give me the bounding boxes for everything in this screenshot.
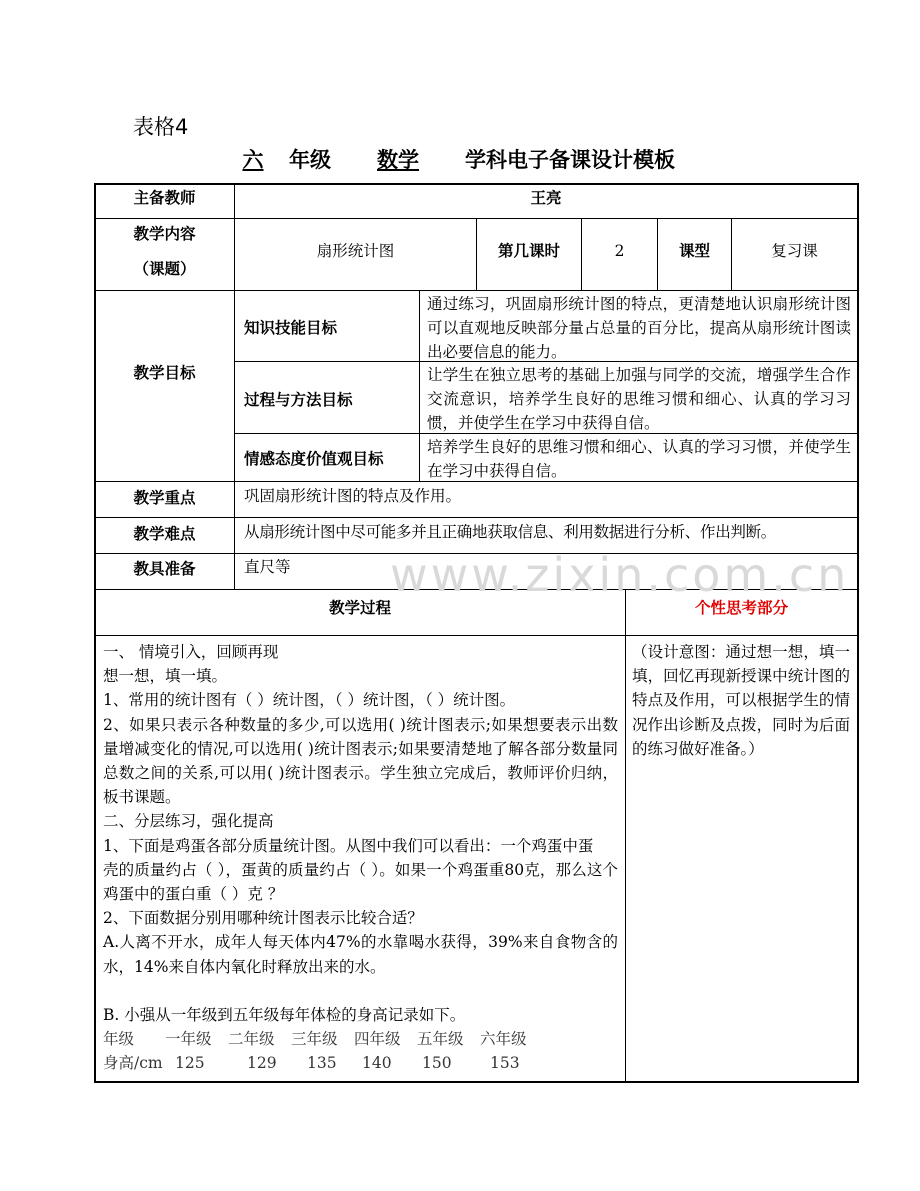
title-suffix: 学科电子备课设计模板 — [465, 148, 675, 172]
process-paragraph: A.人离不开水，成年人每天体内47%的水靠喝水获得，39%来自食物含的水，14%来自体内氧化时释放出来的水。 — [103, 933, 618, 976]
blank-line — [103, 979, 618, 1003]
side-header: 个性思考部分 — [694, 599, 788, 617]
content-label: 教学内容 — [133, 225, 196, 243]
process-line: 2、下面数据分别用哪种统计图表示比较合适？ — [103, 909, 423, 928]
difficulty-label: 教学难点 — [133, 525, 196, 543]
height-table-cell: 四年级 — [354, 1030, 401, 1049]
lesson-label: 第几课时 — [497, 242, 560, 260]
title-subject: 数学 — [377, 148, 419, 172]
process-line: 1、常用的统计图有（ ）统计图，（ ）统计图，（ ）统计图。 — [103, 691, 516, 710]
teacher-value: 王亮 — [530, 189, 562, 207]
height-table-cell: 一年级 — [165, 1030, 212, 1049]
emotion-goal-text: 培养学生良好的思维习惯和细心、认真的学习习惯，并使学生在学习中获得自信。 — [427, 438, 851, 480]
tools-text: 直尺等 — [244, 558, 291, 576]
tools-label: 教具准备 — [133, 560, 196, 578]
process-line: 想一想，填一填。 — [103, 667, 228, 686]
process-line: B. 小强从一年级到五年级每年体检的身高记录如下。 — [103, 1005, 466, 1024]
knowledge-goal-text: 通过练习，巩固扇形统计图的特点，更清楚地认识扇形统计图可以直观地反映部分量占总量的百分比，提高从扇形统计图读出必要信息的能力。 — [427, 295, 851, 361]
process-paragraph: 1、下面是鸡蛋各部分质量统计图。从图中我们可以看出：一个鸡蛋中蛋 — [103, 836, 594, 855]
key-point-label: 教学重点 — [133, 489, 196, 507]
content-value: 扇形统计图 — [316, 242, 395, 260]
height-table-cell: 125 — [175, 1054, 205, 1073]
key-point-text: 巩固扇形统计图的特点及作用。 — [244, 487, 462, 505]
height-table-cell: 六年级 — [480, 1030, 527, 1049]
process-goal-label: 过程与方法目标 — [244, 391, 353, 409]
knowledge-goal-label: 知识技能目标 — [244, 319, 338, 337]
type-label: 课型 — [678, 242, 710, 260]
height-table-cell: 135 — [307, 1054, 337, 1073]
emotion-goal-label: 情感态度价值观目标 — [244, 450, 384, 468]
process-goal-text: 让学生在独立思考的基础上加强与同学的交流，增强学生合作交流意识，培养学生良好的思维习惯和细心、认真的学习习惯，并使学生在学习中获得自信。 — [427, 366, 851, 432]
teacher-label: 主备教师 — [133, 189, 196, 207]
document-title — [217, 144, 675, 174]
difficulty-text: 从扇形统计图中尽可能多并且正确地获取信息、利用数据进行分析、作出判断。 — [244, 523, 777, 541]
height-table-header — [103, 1027, 618, 1051]
process-header: 教学过程 — [328, 599, 391, 617]
height-table-cell: 153 — [490, 1054, 520, 1073]
title-grade: 六 — [242, 148, 264, 172]
height-table-cell: 三年级 — [291, 1030, 338, 1049]
process-line: 二、分层练习，强化提高 — [103, 812, 274, 831]
height-table-cell: 五年级 — [417, 1030, 464, 1049]
height-table-cell: 140 — [362, 1054, 392, 1073]
watermark: www.zixin.com.cn — [390, 548, 850, 602]
process-paragraph: 2、如果只表示各种数量的多少,可以选用( )统计图表示;如果想要表示出数量增减变化的情况,可以选用( )统计图表示;如果要清楚地了解各部分数量同总数之间的关系,可以用( )统计图表示。学生独立完成后，教师评价归纳，板书课题。 — [103, 715, 618, 807]
height-table-cell: 身高/cm — [103, 1054, 163, 1073]
height-table-cell: 150 — [422, 1054, 452, 1073]
height-table-cell: 年级 — [103, 1030, 135, 1049]
lesson-value: 2 — [614, 242, 625, 260]
height-table-cell: 129 — [247, 1054, 277, 1073]
process-paragraph: 壳的质量约占（ ），蛋黄的质量约占（ ）。如果一个鸡蛋重80克，那么这个鸡蛋中的蛋白重（ ）克 ？ — [103, 860, 618, 904]
content-label-sub: （课题） — [133, 260, 196, 278]
goals-label: 教学目标 — [133, 364, 196, 382]
page-label: 表格4 — [133, 115, 189, 139]
side-notes: （设计意图：通过想一想，填一填，回忆再现新授课中统计图的特点及作用，可以根据学生的情况作出诊断及点拨，同时为后面的练习做好准备。） — [632, 643, 850, 758]
process-body — [103, 640, 618, 1075]
title-grade-suffix: 年级 — [289, 148, 331, 172]
height-table-values — [103, 1051, 618, 1075]
type-value: 复习课 — [771, 242, 818, 260]
process-line: 一、 情境引入，回顾再现 — [103, 643, 279, 661]
height-table-cell: 二年级 — [228, 1030, 275, 1049]
